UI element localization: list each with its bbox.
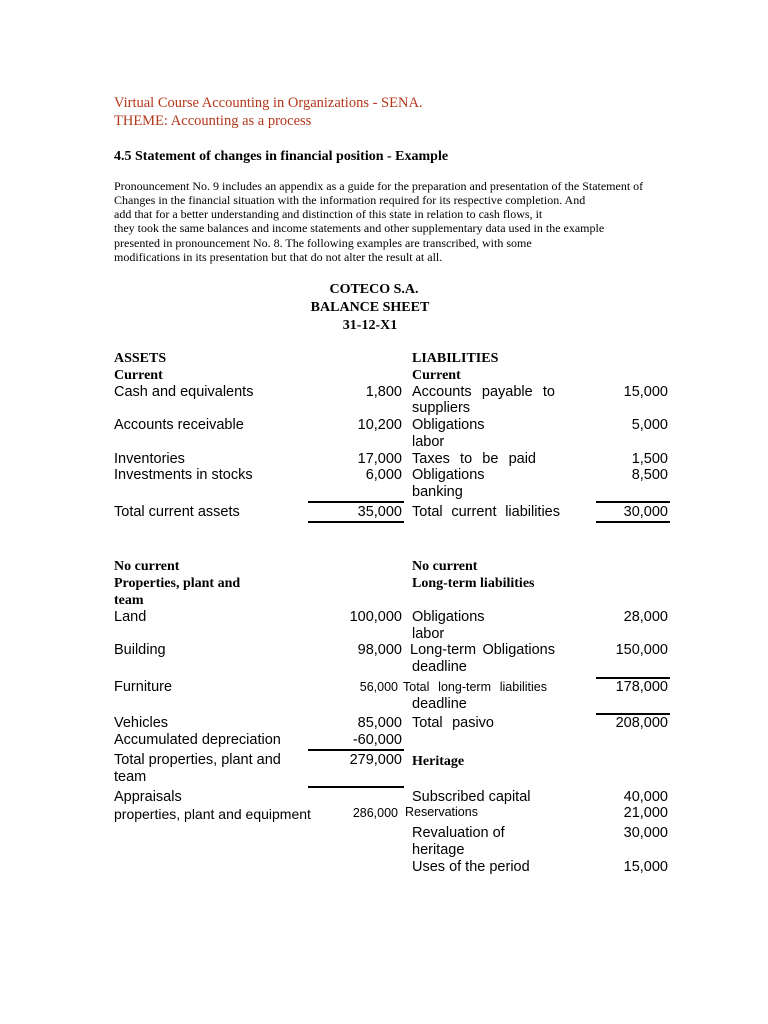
lt-labor-label: Obligations [412, 609, 485, 625]
rule-total-current-liabilities [596, 501, 670, 503]
payable-label-2: suppliers [412, 400, 471, 416]
total-current-liabilities-label: Total current liabilities [412, 504, 560, 520]
labor-label: Obligations [412, 417, 485, 433]
furniture-value: 56,000 [359, 680, 398, 694]
section-title: 4.5 Statement of changes in financial position - Example [114, 149, 449, 164]
inventories-value: 17,000 [357, 451, 402, 467]
assets-heading: ASSETS [114, 351, 167, 366]
liabilities-noncurrent-heading: No current [412, 559, 478, 574]
total-lt-label: Total long-term liabilities [403, 680, 547, 694]
depreciation-value: -60,000 [352, 732, 402, 748]
total-lt-value: 178,000 [615, 679, 668, 695]
payable-label: Accounts payable to [412, 384, 555, 400]
intro-line: Pronouncement No. 9 includes an appendix as a guide for the preparation and presentation of the Statement of [114, 179, 644, 193]
investments-label: Investments in stocks [114, 467, 253, 483]
capital-label: Subscribed capital [412, 789, 531, 805]
building-label: Building [114, 642, 166, 658]
liabilities-current-heading: Current [412, 368, 461, 383]
inventories-label: Inventories [114, 451, 185, 467]
intro-line: presented in pronouncement No. 8. The following examples are transcribed, with some [114, 236, 532, 250]
labor-label-2: labor [412, 434, 445, 450]
cash-label: Cash and equivalents [114, 384, 254, 400]
capital-value: 40,000 [623, 789, 668, 805]
uses-label: Uses of the period [412, 859, 530, 875]
total-pasivo-label: Total pasivo [412, 715, 494, 731]
lt-obligations-value: 150,000 [615, 642, 668, 658]
heritage-heading: Heritage [412, 754, 465, 769]
banking-label-2: banking [412, 484, 463, 500]
longterm-heading: Long-term liabilities [412, 576, 535, 591]
reservations-value: 21,000 [623, 805, 668, 821]
revaluation-label-2: heritage [412, 842, 465, 858]
ppe-heading-2: team [114, 593, 144, 608]
labor-value: 5,000 [631, 417, 668, 433]
land-label: Land [114, 609, 147, 625]
course-title: Virtual Course Accounting in Organizations - SENA. [114, 95, 423, 111]
payable-value: 15,000 [623, 384, 668, 400]
total-ppe-label-2: team [114, 769, 147, 785]
total-current-liabilities-value: 30,000 [623, 504, 668, 520]
total-lt-label-2: deadline [412, 696, 467, 712]
intro-line: modifications in its presentation but that do not alter the result at all. [114, 250, 443, 264]
building-value: 98,000 [357, 642, 402, 658]
appraisals-value: 286,000 [352, 806, 398, 820]
appraisals-label: Appraisals [114, 789, 182, 805]
furniture-label: Furniture [114, 679, 173, 695]
rule-total-current-assets-bottom [308, 521, 404, 523]
lt-obligations-label-2: deadline [412, 659, 467, 675]
theme-title: THEME: Accounting as a process [114, 113, 312, 129]
rule-total-ppe-bottom [308, 786, 404, 788]
taxes-value: 1,500 [631, 451, 668, 467]
land-value: 100,000 [349, 609, 402, 625]
taxes-label: Taxes to be paid [412, 451, 536, 467]
intro-line: they took the same balances and income statements and other supplementary data used in the example [114, 221, 605, 235]
statement-date: 31-12-X1 [342, 318, 398, 333]
appraisals-ppe-label: properties, plant and equipment [114, 806, 311, 822]
total-ppe-value: 279,000 [349, 752, 402, 768]
assets-noncurrent-heading: No current [114, 559, 180, 574]
receivable-label: Accounts receivable [114, 417, 244, 433]
depreciation-label: Accumulated depreciation [114, 732, 281, 748]
rule-total-current-assets [308, 501, 404, 503]
banking-label: Obligations [412, 467, 485, 483]
investments-value: 6,000 [365, 467, 402, 483]
liabilities-heading: LIABILITIES [412, 351, 499, 366]
statement-title: BALANCE SHEET [310, 300, 430, 315]
reservations-label: Reservations [405, 805, 478, 819]
company-name: COTECO S.A. [329, 282, 419, 297]
total-ppe-label: Total properties, plant and [114, 752, 281, 768]
revaluation-value: 30,000 [623, 825, 668, 841]
uses-value: 15,000 [623, 859, 668, 875]
intro-line: add that for a better understanding and distinction of this state in relation to cash flows, it [114, 207, 543, 221]
rule-total-current-liabilities-bottom [596, 521, 670, 523]
rule-total-ppe [308, 749, 404, 751]
vehicles-label: Vehicles [114, 715, 169, 731]
lt-labor-label-2: labor [412, 626, 445, 642]
banking-value: 8,500 [631, 467, 668, 483]
receivable-value: 10,200 [357, 417, 402, 433]
lt-obligations-label: Long-term Obligations [410, 642, 555, 658]
total-current-assets-value: 35,000 [357, 504, 402, 520]
ppe-heading: Properties, plant and [114, 576, 241, 591]
vehicles-value: 85,000 [357, 715, 402, 731]
total-pasivo-value: 208,000 [615, 715, 668, 731]
lt-labor-value: 28,000 [623, 609, 668, 625]
assets-current-heading: Current [114, 368, 163, 383]
total-current-assets-label: Total current assets [114, 504, 240, 520]
cash-value: 1,800 [365, 384, 402, 400]
intro-line: Changes in the financial situation with the information required for its respective completion. And [114, 193, 586, 207]
revaluation-label: Revaluation of [412, 825, 505, 841]
